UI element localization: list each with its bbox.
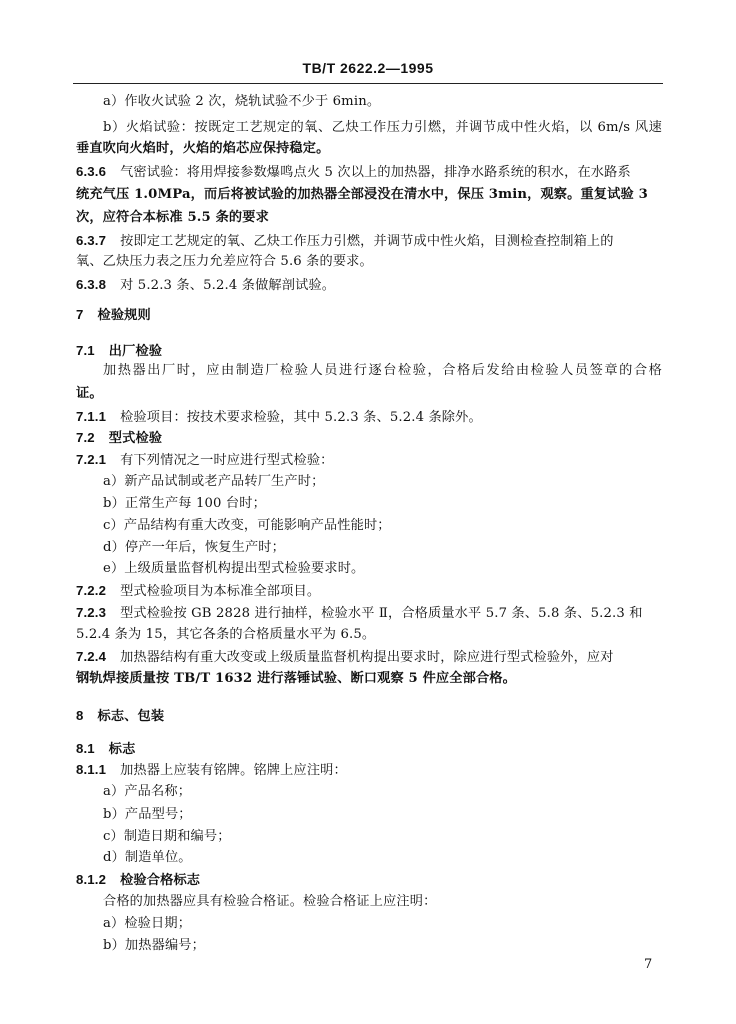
- clause-text: 对 5.2.3 条、5.2.4 条做解剖试验。: [120, 278, 336, 293]
- clause-number: 7.2.3: [76, 605, 107, 620]
- clause-7-1-1: [76, 408, 482, 427]
- section-8-heading: [76, 707, 164, 726]
- clause-number: 7.1.1: [76, 409, 107, 424]
- text-line: 垂直吹向火焰时，火焰的焰芯应保持稳定。: [76, 141, 330, 156]
- list-item: a）产品名称；: [103, 784, 192, 799]
- text-line: 次，应符合本标准 5.5 条的要求: [76, 210, 269, 225]
- section-7-1-heading: [76, 342, 162, 361]
- text-line: 氧、乙炔压力表之压力允差应符合 5.6 条的要求。: [76, 254, 373, 269]
- clause-text: 按即定工艺规定的氧、乙炔工作压力引燃，并调节成中性火焰，目测检查控制箱上的: [120, 234, 614, 249]
- clause-title: 检验合格标志: [120, 873, 201, 888]
- section-number: 7: [76, 307, 84, 322]
- clause-8-1-2: [76, 871, 200, 890]
- section-number: 8: [76, 708, 84, 723]
- clause-7-2-1: [76, 451, 334, 470]
- text-line: 统充气压 1.0MPa，而后将被试验的加热器全部浸没在清水中，保压 3min，观察。重复试验 3: [76, 187, 648, 202]
- list-item: a）检验日期；: [103, 916, 192, 931]
- list-item: b）正常生产每 100 台时；: [103, 496, 266, 511]
- list-item: c）制造日期和编号；: [103, 829, 231, 844]
- section-7-2-heading: [76, 429, 162, 448]
- list-item: c）产品结构有重大改变，可能影响产品性能时；: [103, 518, 391, 533]
- page-number: 7: [644, 957, 653, 972]
- clause-number: 6.3.6: [76, 164, 107, 179]
- section-title: 标志、包装: [97, 709, 165, 724]
- clause-number: 7.2.2: [76, 583, 107, 598]
- section-7-heading: [76, 306, 151, 325]
- clause-8-1-1: [76, 761, 347, 780]
- list-item: d）制造单位。: [103, 850, 192, 865]
- header-rule: [73, 83, 663, 84]
- list-item: d）停产一年后，恢复生产时；: [103, 540, 285, 555]
- clause-6-3-7: [76, 232, 614, 251]
- clause-6-3-6: [76, 163, 631, 182]
- clause-text: 检验项目：按技术要求检验，其中 5.2.3 条、5.2.4 条除外。: [120, 410, 482, 425]
- section-number: 7.1: [76, 343, 95, 358]
- text-line: 5.2.4 条为 15，其它各条的合格质量水平为 6.5。: [76, 627, 376, 642]
- text-line: 合格的加热器应具有检验合格证。检验合格证上应注明：: [103, 894, 437, 909]
- clause-text: 加热器上应装有铭牌。铭牌上应注明：: [120, 763, 347, 778]
- section-title: 出厂检验: [108, 344, 163, 359]
- clause-7-2-2: [76, 582, 320, 601]
- clause-number: 7.2.1: [76, 452, 107, 467]
- clause-text: 气密试验：将用焊接参数爆鸣点火 5 次以上的加热器，排净水路系统的积水，在水路系: [120, 165, 631, 180]
- clause-number: 6.3.7: [76, 233, 107, 248]
- clause-6-3-8: [76, 276, 335, 295]
- text-line: b）火焰试验：按既定工艺规定的氧、乙炔工作压力引燃，并调节成中性火焰，以 6m/s 风速: [103, 120, 662, 135]
- page-header-title: TB/T 2622.2—1995: [302, 60, 434, 76]
- section-title: 检验规则: [97, 308, 151, 323]
- section-title: 型式检验: [108, 431, 163, 446]
- clause-text: 型式检验按 GB 2828 进行抽样，检验水平 Ⅱ，合格质量水平 5.7 条、5.8 条、5.2.3 和: [120, 606, 643, 621]
- list-item: e）上级质量监督机构提出型式检验要求时。: [103, 561, 365, 576]
- text-line: 证。: [76, 386, 103, 401]
- clause-number: 8.1.1: [76, 762, 107, 777]
- clause-text: 型式检验项目为本标准全部项目。: [120, 584, 321, 599]
- clause-number: 7.2.4: [76, 649, 107, 664]
- list-item: b）产品型号；: [103, 807, 192, 822]
- section-8-1-heading: [76, 740, 135, 759]
- clause-number: 6.3.8: [76, 277, 107, 292]
- clause-text: 加热器结构有重大改变或上级质量监督机构提出要求时，除应进行型式检验外，应对: [120, 650, 614, 665]
- text-line: a）作收火试验 2 次，烧轨试验不少于 6min。: [103, 94, 381, 109]
- clause-7-2-3: [76, 604, 643, 623]
- clause-number: 8.1.2: [76, 872, 107, 887]
- clause-7-2-4: [76, 648, 614, 667]
- list-item: b）加热器编号；: [103, 938, 205, 953]
- section-title: 标志: [108, 742, 136, 757]
- section-number: 8.1: [76, 741, 95, 756]
- list-item: a）新产品试制或老产品转厂生产时；: [103, 474, 325, 489]
- section-number: 7.2: [76, 430, 95, 445]
- text-line: 加热器出厂时，应由制造厂检验人员进行逐台检验，合格后发给由检验人员签章的合格: [103, 363, 662, 378]
- text-line: 钢轨焊接质量按 TB/T 1632 进行落锤试验、断口观察 5 件应全部合格。: [76, 671, 516, 686]
- clause-text: 有下列情况之一时应进行型式检验：: [120, 453, 334, 468]
